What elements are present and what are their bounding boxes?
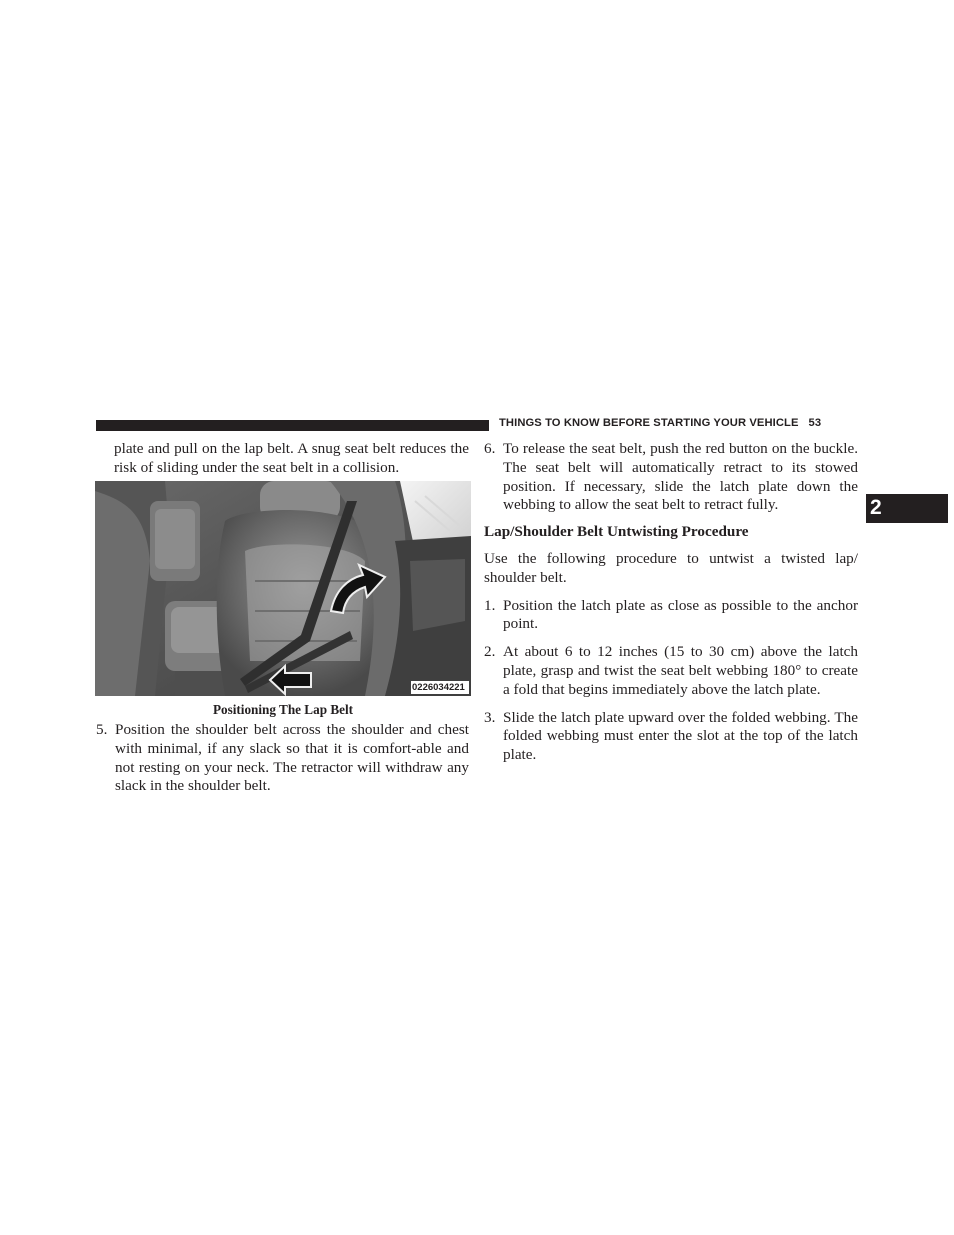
section-tab-number: 2 bbox=[870, 496, 882, 519]
section-tab bbox=[866, 494, 948, 523]
step-number: 3. bbox=[484, 708, 496, 726]
figure-code: 0226034221 bbox=[412, 682, 465, 693]
right-column bbox=[484, 440, 858, 765]
step-number: 5. bbox=[96, 721, 108, 738]
intro-paragraph: Use the following procedure to untwist a twisted lap/ shoulder belt. bbox=[484, 549, 858, 586]
header-title: THINGS TO KNOW BEFORE STARTING YOUR VEHICLE bbox=[499, 417, 799, 429]
step-text: Position the latch plate as close as possible to the anchor point. bbox=[503, 596, 858, 633]
step-5 bbox=[96, 721, 469, 796]
list-item bbox=[484, 709, 858, 765]
step-text: At about 6 to 12 inches (15 to 30 cm) above the latch plate, grasp and twist the seat belt webbing 180° to create a fold that begins immediately above the latch plate. bbox=[503, 643, 858, 698]
figure-caption: Positioning The Lap Belt bbox=[212, 702, 354, 717]
lap-belt-photo bbox=[95, 481, 471, 696]
step-text: Position the shoulder belt across the shoulder and chest with minimal, if any slack so that it is comfort-able and not resting on your neck. The retractor will withdraw any slack in the shoulder belt. bbox=[115, 721, 469, 795]
left-column bbox=[96, 440, 469, 478]
continuation-paragraph: plate and pull on the lap belt. A snug seat belt reduces the risk of sliding under the seat belt in a collision. bbox=[114, 440, 469, 476]
step-6 bbox=[484, 440, 858, 515]
step-number: 6. bbox=[484, 440, 496, 457]
page-number: 53 bbox=[808, 417, 822, 429]
running-header bbox=[499, 417, 821, 429]
section-heading: Lap/Shoulder Belt Untwisting Procedure bbox=[484, 523, 749, 541]
figure-code-box bbox=[411, 681, 469, 694]
list-item bbox=[484, 597, 858, 635]
step-text: Slide the latch plate upward over the folded webbing. The folded webbing must enter the slot at the top of the latch plate. bbox=[503, 708, 858, 764]
list-item bbox=[484, 643, 858, 699]
step-text: To release the seat belt, push the red button on the buckle. The seat belt will automatically retract to its stowed position. If necessary, slide the latch plate down the webbing to allow the seat belt to retract fully. bbox=[503, 440, 858, 514]
step-number: 2. bbox=[484, 643, 496, 661]
step-number: 1. bbox=[484, 596, 496, 614]
header-rule bbox=[96, 420, 489, 431]
